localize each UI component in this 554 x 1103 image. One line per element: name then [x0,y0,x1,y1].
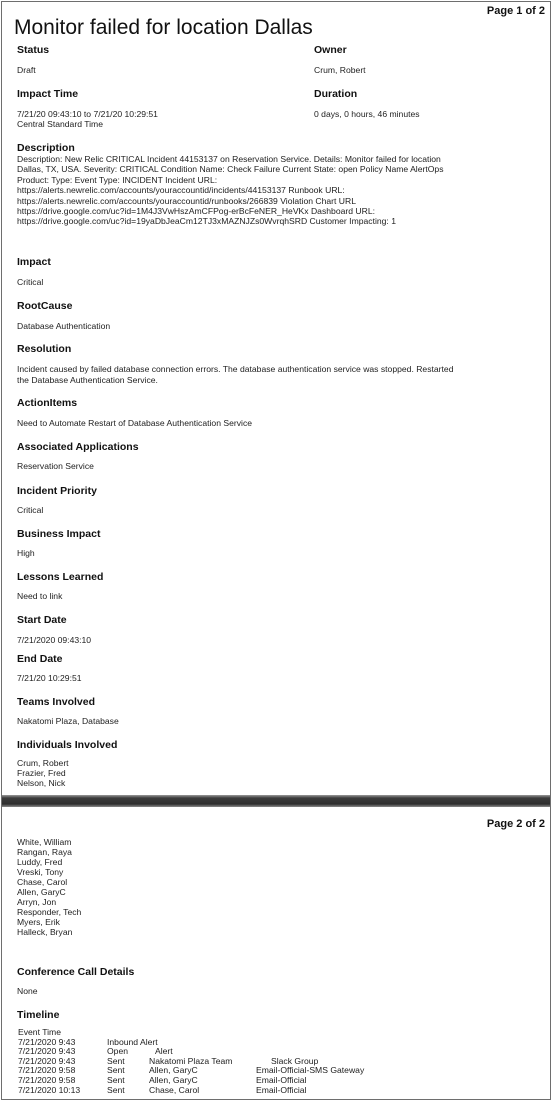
list-item: Rangan, Raya [17,847,72,857]
description-line: Description: New Relic CRITICAL Incident 44153137 on Reservation Service. Details: Monitor failed for location [17,154,441,164]
timeline-time: 7/21/2020 9:43 [18,1046,76,1057]
impact-label: Impact [17,256,51,268]
report-page-2 [2,807,550,1100]
associated-applications-value: Reservation Service [17,461,94,471]
teams-involved-value: Nakatomi Plaza, Database [17,716,119,726]
description-line: Dallas, TX, USA. Severity: CRITICAL Condition Name: Check Failure Current State: open Policy Name AlertOps [17,164,444,175]
page-break-divider [2,795,550,807]
timeline-event: Sent [107,1074,125,1085]
timeline-event: Sent [107,1065,125,1076]
start-date-value: 7/21/2020 09:43:10 [17,635,92,645]
timeline-extra: Email-Official [256,1084,307,1095]
root-cause-label: RootCause [17,300,73,312]
list-item: Myers, Erik [17,917,60,927]
table-row [18,1086,538,1096]
lessons-learned-value: Need to link [17,591,63,601]
list-item: Chase, Carol [17,877,68,887]
timeline-detail: Allen, GaryC [149,1065,198,1076]
incident-priority-label: Incident Priority [17,485,97,497]
list-item: Halleck, Bryan [17,927,73,937]
timeline-time: 7/21/2020 10:13 [18,1084,81,1095]
duration-label: Duration [314,88,358,100]
action-items-label: ActionItems [17,397,78,409]
page-title: Monitor failed for location Dallas [14,16,313,39]
timeline-table [18,1028,538,1095]
timeline-event: Sent [107,1084,125,1095]
business-impact-label: Business Impact [17,528,101,540]
impact-value: Critical [17,277,44,287]
timeline-detail: Nakatomi Plaza Team [149,1055,233,1066]
list-item: Vreski, Tony [17,867,64,877]
end-date-value: 7/21/20 10:29:51 [17,673,82,683]
timeline-extra: Slack Group [271,1055,319,1066]
root-cause-value: Database Authentication [17,321,111,331]
description-line: https://drive.google.com/uc?id=1M4J3VwHszAmCFPog-erBcFeNER_HeVKx Dashboard URL: [17,206,375,217]
end-date-label: End Date [17,653,63,665]
impact-time-zone: Central Standard Time [17,119,103,129]
timeline-label: Timeline [17,1009,60,1021]
timeline-event: Open [107,1046,129,1057]
individuals-list [17,758,69,788]
action-items-value: Need to Automate Restart of Database Authentication Service [17,418,253,428]
list-item: Luddy, Fred [17,857,63,867]
timeline-time: 7/21/2020 9:43 [18,1036,76,1047]
description-text [17,154,550,227]
description-line: Product: Type: Event Type: INCIDENT Incident URL: [17,174,218,185]
timeline-time: 7/21/2020 9:43 [18,1055,76,1066]
individuals-involved-label: Individuals Involved [17,739,118,751]
resolution-label: Resolution [17,343,72,355]
list-item: Responder, Tech [17,907,82,917]
teams-involved-label: Teams Involved [17,696,96,708]
lessons-learned-label: Lessons Learned [17,571,104,583]
list-item: Nelson, Nick [17,778,66,788]
status-value: Draft [17,65,36,75]
report-page-1 [2,2,550,795]
description-line: https://alerts.newrelic.com/accounts/youraccountid/incidents/44153137 Runbook URL: [17,185,345,196]
conference-call-value: None [17,986,38,996]
list-item: Allen, GaryC [17,887,66,897]
timeline-event: Inbound Alert [107,1036,158,1047]
timeline-detail: Chase, Carol [149,1084,200,1095]
impact-time-label: Impact Time [17,88,79,100]
list-item: White, William [17,837,72,847]
timeline-time: 7/21/2020 9:58 [18,1065,76,1076]
list-item: Frazier, Fred [17,768,66,778]
owner-label: Owner [314,44,347,56]
start-date-label: Start Date [17,614,67,626]
list-item: Crum, Robert [17,758,69,768]
timeline-header-cell: Event Time [18,1027,61,1037]
resolution-line: Incident caused by failed database connection errors. The database authentication service was stopped. Restarted [17,364,454,374]
individuals-list-continued [17,837,81,937]
table-row [18,1038,538,1048]
status-label: Status [17,44,50,56]
timeline-detail: Allen, GaryC [149,1074,198,1085]
impact-time-range: 7/21/20 09:43:10 to 7/21/20 10:29:51 [17,109,158,119]
report-frame [1,1,551,1100]
owner-value: Crum, Robert [314,65,366,75]
timeline-event: Sent [107,1055,125,1066]
description-line: https://alerts.newrelic.com/accounts/youraccountid/runbooks/266839 Violation Chart URL [17,195,356,206]
timeline-time: 7/21/2020 9:58 [18,1074,76,1085]
incident-priority-value: Critical [17,505,44,515]
description-line: https://drive.google.com/uc?id=19yaDbJeaCm12TJ3xMAZNJZs0WvrqhSRD Customer Impacting: 1 [17,216,396,227]
conference-call-label: Conference Call Details [17,966,135,978]
page-number: Page 2 of 2 [486,818,545,830]
timeline-extra: Email-Official-SMS Gateway [256,1065,365,1076]
duration-value: 0 days, 0 hours, 46 minutes [314,109,420,119]
description-label: Description [17,142,75,154]
associated-applications-label: Associated Applications [17,441,139,453]
timeline-header [18,1028,538,1038]
business-impact-value: High [17,548,35,558]
list-item: Arryn, Jon [17,897,57,907]
timeline-detail: Alert [155,1046,173,1057]
resolution-line: the Database Authentication Service. [17,375,158,385]
page-number: Page 1 of 2 [486,5,545,17]
timeline-extra: Email-Official [256,1074,307,1085]
